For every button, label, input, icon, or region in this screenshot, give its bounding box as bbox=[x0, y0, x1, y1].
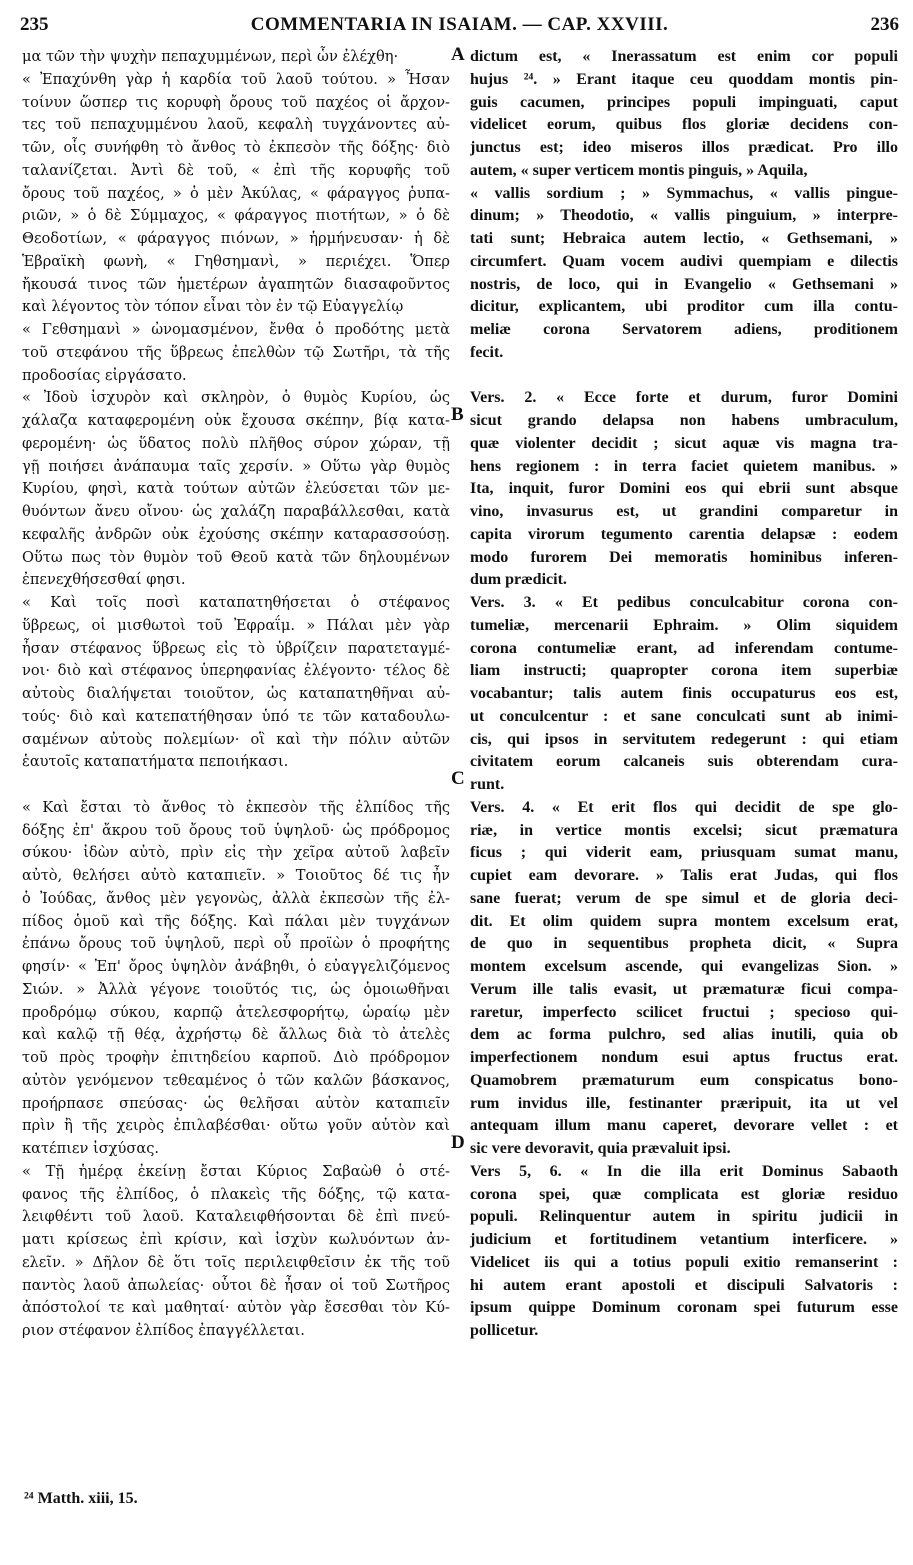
text-line: « Ἐπαχύνθη γὰρ ἡ καρδία τοῦ λαοῦ τούτου. » Ἦσαν bbox=[22, 70, 450, 88]
text-line: μα τῶν τὴν ψυχὴν πεπαχυμμένων, περὶ ὧν ἐλέχθη· bbox=[22, 48, 399, 65]
text-line: runt. bbox=[470, 776, 505, 793]
text-line: videlicet eorum, quibus flos gloriæ decidens con- bbox=[470, 116, 898, 134]
text-line: Οὕτω πως τὸν θυμὸν τοῦ Θεοῦ κατὰ τῶν δηλουμένων bbox=[22, 548, 450, 566]
text-line: « Ἰδοὺ ἰσχυρὸν καὶ σκληρὸν, ὁ θυμὸς Κυρίου, ὡς bbox=[22, 389, 450, 407]
page-number-left: 235 bbox=[20, 14, 49, 35]
text-line: corona contumeliæ erant, ad inferendam contume- bbox=[470, 639, 898, 657]
text-line: « vallis sordium ; » Symmachus, « vallis pingue- bbox=[470, 184, 898, 202]
text-line: sane fuerat; verum de spe simul et de gloria deci- bbox=[470, 889, 898, 907]
text-line: τοῦ στεφάνου τῆς ὕβρεως ἐπελθὼν τῷ Σωτῆρι, τὰ τῆς bbox=[22, 343, 450, 361]
text-line: κεφαλῆς ἀνδρῶν οὐκ ἐχούσης σκέπην καταρασσούσῃ. bbox=[22, 525, 450, 543]
text-line: dictum est, « Inerassatum est enim cor populi bbox=[470, 48, 898, 65]
text-line: νοι· διὸ καὶ στέφανος ὑπερηφανίας ἐλέγοντο· τέλος δὲ bbox=[22, 662, 450, 680]
text-line: « Τῇ ἡμέρᾳ ἐκείνῃ ἔσται Κύριος Σαβαὼθ ὁ στέ- bbox=[22, 1162, 450, 1180]
text-line: dinum; » Theodotio, « vallis pinguium, » interpre- bbox=[470, 207, 898, 225]
text-line: χάλαζα καταφερομένη οὐκ ἔχουσα σκέπην, βίᾳ κατα- bbox=[22, 412, 450, 429]
text-line: nostris, de loco, qui in Evangelio « Gethsemani » bbox=[470, 275, 898, 293]
text-line: ὕβρεως, οἱ μισθωτοὶ τοῦ Ἐφραΐμ. » Πάλαι μὲν γὰρ bbox=[22, 616, 450, 634]
text-line: tumeliæ, mercenarii Ephraim. » Olim siquidem bbox=[470, 616, 898, 634]
text-line: civitatem eorum calcaneis suis obterendam cura- bbox=[470, 753, 898, 771]
greek-text-column bbox=[22, 46, 450, 1343]
text-line: πίδος ὁμοῦ καὶ τῆς δόξης. Καὶ πάλαι μὲν τυγχάνων bbox=[22, 912, 450, 930]
text-line: ἐπάνω ὄρους τοῦ ὑψηλοῦ, περὶ οὗ προϊὼν ὁ προφήτης bbox=[22, 935, 450, 953]
text-line: fecit. bbox=[470, 343, 504, 361]
text-line: « Καὶ ἔσται τὸ ἄνθος τὸ ἐκπεσὸν τῆς ἐλπίδος τῆς bbox=[22, 798, 450, 816]
text-line: λειφθέντι τοῦ λαοῦ. Καταλειφθήσονται δὲ ἐπὶ πνεύ- bbox=[22, 1208, 450, 1226]
text-line: γῇ ποιήσει ἀνάπαυμα ταῖς χερσίν. » Οὕτω γὰρ θυμὸς bbox=[22, 457, 450, 475]
paragraph-gap bbox=[470, 365, 898, 388]
text-line: ὄρους τοῦ παχέος, » ὁ μὲν Ἀκύλας, « φάραγγος ῥυπα- bbox=[22, 184, 450, 202]
text-line: θυόντων ἄνευ οἴνου· ὡς χαλάζη παραβάλλεσθαι, κατὰ bbox=[22, 503, 450, 520]
text-line: καὶ καλῷ τῇ θέᾳ, ἀχρήστῳ δὲ ἄλλως διὰ τὸ ἀτελὲς bbox=[22, 1026, 450, 1044]
text-line: φερομένη· ὡς ὕδατος πολὺ πλῆθος σύρον χώραν, τῇ bbox=[22, 434, 450, 452]
text-line: ἑαυτοῖς καταπατήματα πεποιήκασι. bbox=[22, 753, 289, 771]
text-line: antequam illum manu caperet, devorare vellet : et bbox=[470, 1117, 898, 1135]
text-line: meliæ corona Servatorem adiens, proditionem bbox=[470, 321, 898, 338]
text-line: πρὶν ἢ τῆς χειρὸς ἐπιλαβέσθαι· οὕτω γοῦν αὐτὸν καὶ bbox=[22, 1117, 450, 1135]
text-line: αὐτὸν γενόμενον τεθεαμένος ὁ τῶν καλῶν βάσκανος, bbox=[22, 1071, 450, 1089]
text-line: dit. Et olim quidem supra montem excelsum erat, bbox=[470, 912, 898, 930]
text-line: τοίνυν ὥσπερ τις κορυφὴ ὄρους τοῦ παχέος οἱ ἄρχον- bbox=[22, 93, 450, 111]
text-line: de quo in sequentibus propheta dicit, « Supra bbox=[470, 935, 898, 953]
text-line: judicium et fortitudinem vetantium interficere. » bbox=[470, 1231, 898, 1248]
text-line: ελεῖν. » Δῆλον δὲ ὅτι τοῖς περιλειφθεῖσιν ἐκ τῆς τοῦ bbox=[22, 1253, 450, 1271]
text-line: αὐτοὺς διαλήψεται τοιοῦτον, ὡς καταπατηθῆναι αὐ- bbox=[22, 685, 450, 702]
text-line: hens regionem : in terra faciet quietem manibus. » bbox=[470, 457, 898, 475]
margin-marker-a: A bbox=[451, 44, 465, 65]
text-line: raretur, imperfecto scilicet fructui ; specioso qui- bbox=[470, 1003, 898, 1021]
text-line: ut conculcentur : et sane conculcati sunt ab inimi- bbox=[470, 707, 898, 725]
text-line: riæ, in vertice montis excelsi; sicut præmatura bbox=[470, 821, 898, 839]
page-number-right: 236 bbox=[870, 14, 899, 35]
text-line: sic vere devoravit, quia prævaluit ipsi. bbox=[470, 1140, 731, 1157]
text-line: ipsum quippe Dominum coronam spei futurum esse bbox=[470, 1299, 898, 1317]
text-line: Quamobrem præmaturum eum conspicatus bono- bbox=[470, 1071, 898, 1089]
text-line: autem, « super verticem montis pinguis, » Aquila, bbox=[470, 161, 808, 179]
text-line: Θεοδοτίων, « φάραγγος πιόνων, » ἡρμήνευσαν· ἡ δὲ bbox=[22, 230, 450, 247]
text-line: κατέπιεν ἰσχύσας. bbox=[22, 1140, 160, 1157]
text-line: ὁ Ἰούδας, ἄνθος μὲν γεγονὼς, ἀλλὰ ἐκπεσὼν τῆς ἐλ- bbox=[22, 889, 450, 907]
text-line: imperfectionem nondum esui aptus fructus erat. bbox=[470, 1049, 898, 1066]
text-line: Vers. 3. « Et pedibus conculcabitur corona con- bbox=[470, 594, 898, 611]
text-line: Vers. 2. « Ecce forte et durum, furor Domini bbox=[470, 389, 898, 407]
text-line: hi autem erant apostoli et discipuli Salvatoris : bbox=[470, 1276, 898, 1294]
text-line: ἤκουσά τινος τῶν ἡμετέρων ἀγαπητῶν διασαφοῦντος bbox=[22, 275, 450, 293]
paragraph-gap bbox=[22, 774, 450, 797]
text-line: τοῦ πρὸς τροφὴν ἐπιτηδείου καρποῦ. Διὸ πρόδρομον bbox=[22, 1049, 450, 1066]
text-line: φανος τῆς ἐλπίδος, ὁ πλακεὶς τῆς δόξης, τῷ κατα- bbox=[22, 1185, 450, 1203]
text-line: ficus ; qui viderit eam, priusquam sumat manu, bbox=[470, 844, 898, 862]
text-line: ἐπενεχθήσεσθαί φησι. bbox=[22, 571, 186, 589]
text-line: sicut grando delapsa non habens umbraculum, bbox=[470, 412, 898, 429]
text-line: capita virorum tegumento carentia delapsæ : eodem bbox=[470, 525, 898, 543]
text-line: dem ac forma pulchro, sed alias inutili, quia ob bbox=[470, 1026, 898, 1044]
text-line: δόξης ἐπ' ἄκρου τοῦ ὄρους τοῦ ὑψηλοῦ· ὡς πρόδρομος bbox=[22, 821, 450, 839]
text-line: vino, invasurus est, ut grandini comparetur in bbox=[470, 503, 898, 520]
text-line: αὐτὸ, θελήσει αὐτὸ καταπιεῖν. » Τοιοῦτος δέ τις ἦν bbox=[22, 867, 450, 884]
text-line: tati sunt; Hebraica autem lectio, « Gethsemani, » bbox=[470, 230, 898, 247]
text-line: τες τοῦ πεπαχυμμένου λαοῦ, κεφαλὴ τυγχάνοντες αὐ- bbox=[22, 116, 450, 134]
text-line: φησίν· « Ἐπ' ὄρος ὑψηλὸν ἀνάβηθι, ὁ εὐαγγελιζόμενος bbox=[22, 958, 450, 975]
text-line: vocabantur; talis autem finis occupaturus eos est, bbox=[470, 685, 898, 702]
text-line: σύκου· ἰδὼν αὐτὸ, πρὶν εἰς τὴν χεῖρα αὐτοῦ λαβεῖν bbox=[22, 844, 450, 862]
text-line: Vers. 4. « Et erit flos qui decidit de spe glo- bbox=[470, 798, 898, 816]
text-line: Videlicet iis qui a totius populi exitio remanserint : bbox=[470, 1253, 898, 1271]
text-line: dum prædicit. bbox=[470, 571, 567, 589]
text-line: liam instructi; quapropter corona item superbiæ bbox=[470, 662, 898, 680]
page-header bbox=[18, 12, 901, 46]
margin-marker-d: D bbox=[451, 1132, 465, 1153]
text-line: dicitur, explicantem, ubi proditor cum illa contu- bbox=[470, 298, 898, 316]
text-line: ριῶν, » ὁ δὲ Σύμμαχος, « φάραγγος πιοτήτων, » ὁ δὲ bbox=[22, 207, 450, 225]
text-line: cupiet eam devorare. » Talis erat Judas, qui flos bbox=[470, 867, 898, 884]
text-line: guis cacumen, principes populi impinguati, caput bbox=[470, 93, 898, 111]
text-line: montem excelsum ascende, qui evangelizas Sion. » bbox=[470, 958, 898, 975]
text-line: ἦσαν στέφανος ὕβρεως εἰς τὸ ὑβρίζειν παρατεταγμέ- bbox=[22, 639, 450, 657]
text-line: cis, qui ipsos in servitutem redegerunt : qui etiam bbox=[470, 730, 898, 748]
running-title: COMMENTARIA IN ISAIAM. — CAP. XXVIII. bbox=[250, 14, 669, 35]
text-line: ριον στέφανον ἐλπίδος ἐπαγγέλλεται. bbox=[22, 1322, 305, 1339]
text-line: « Καὶ τοῖς ποσὶ καταπατηθήσεται ὁ στέφανος bbox=[22, 594, 450, 611]
margin-marker-b: B bbox=[451, 404, 464, 425]
text-line: παντὸς λαοῦ ἀπωλείας· οὗτοι δὲ ἦσαν οἱ τοῦ Σωτῆρος bbox=[22, 1276, 450, 1294]
latin-text-column bbox=[470, 46, 898, 1343]
text-line: Ἑβραϊκὴ φωνὴ, « Γηθσημανὶ, » περιέχει. Ὅπερ bbox=[22, 252, 450, 270]
text-line: καὶ λέγοντος τὸν τόπον εἶναι τὸν ἐν τῷ Εὐαγγελίῳ bbox=[22, 298, 404, 316]
text-line: « Γεθσημανὶ » ὠνομασμένον, ἔνθα ὁ προδότης μετὰ bbox=[22, 321, 450, 338]
margin-marker-c: C bbox=[451, 768, 465, 789]
text-line: ματι κρίσεως ἐπὶ κρίσιν, καὶ ἰσχὺν κωλυόντων ἀν- bbox=[22, 1231, 450, 1248]
text-line: τῶν, οἷς συνήφθη τὸ ἄνθος τὸ ἐκπεσὸν τῆς δόξης· διὸ bbox=[22, 139, 450, 156]
text-line: pollicetur. bbox=[470, 1322, 539, 1339]
text-line: Ita, inquit, furor Domini eos qui ebrii sunt absque bbox=[470, 480, 898, 498]
footnote: ²⁴ Matth. xiii, 15. bbox=[24, 1490, 138, 1507]
text-line: Σιών. » Ἀλλὰ γέγονε τοιοῦτός τις, ὡς ὁμοιωθῆναι bbox=[22, 980, 450, 998]
text-line: rum invidus ille, festinanter præripuit, ita ut vel bbox=[470, 1094, 898, 1112]
text-line: προήρπασε σπεύσας· ὡς θελῆσαι αὐτὸν καταπιεῖν bbox=[22, 1094, 450, 1112]
text-line: junctus est; ideo miseros illos prædicat. Pro illo bbox=[470, 139, 898, 156]
text-line: ταλανίζεται. Ἀντὶ δὲ τοῦ, « ἐπὶ τῆς κορυφῆς τοῦ bbox=[22, 161, 450, 179]
text-line: hujus ²⁴. » Erant itaque ceu quoddam montis pin- bbox=[470, 70, 898, 88]
text-line: modo furorem Dei memoratis hominibus inferen- bbox=[470, 548, 898, 566]
text-line: Verum ille talis evasit, ut præmaturæ ficui compa- bbox=[470, 980, 898, 998]
text-line: circumfert. Quam vocem audivi quempiam e dilectis bbox=[470, 252, 898, 270]
text-line: populi. Relinquentur autem in spiritu judicii in bbox=[470, 1208, 898, 1226]
text-line: Κυρίου, φησὶ, κατὰ τούτων αὐτῶν ἐλεύσεται τῶν με- bbox=[22, 480, 450, 498]
text-line: Vers 5, 6. « In die illa erit Dominus Sabaoth bbox=[470, 1162, 898, 1180]
text-line: τούς· διὸ καὶ κατεπατήθησαν ὑπό τε τῶν καταδουλω- bbox=[22, 707, 450, 725]
text-line: προδοσίας εἰργάσατο. bbox=[22, 366, 187, 384]
text-line: σαμένων αὐτοὺς πολεμίων· οἳ καὶ τὴν πόλιν αὐτῶν bbox=[22, 730, 450, 748]
text-line: corona spei, quæ complicata est gloriæ residuo bbox=[470, 1185, 898, 1203]
text-line: ἀπόστολοί τε καὶ μαθηταί· αὐτὸν γὰρ ἔσεσθαι τὸν Κύ- bbox=[22, 1299, 450, 1317]
text-line: quæ violenter decidit ; sicut aquæ vis magna tra- bbox=[470, 434, 898, 452]
text-line: προδρόμῳ σύκου, καρπῷ ἀτελεσφορήτῳ, ὡραίῳ μὲν bbox=[22, 1003, 450, 1021]
